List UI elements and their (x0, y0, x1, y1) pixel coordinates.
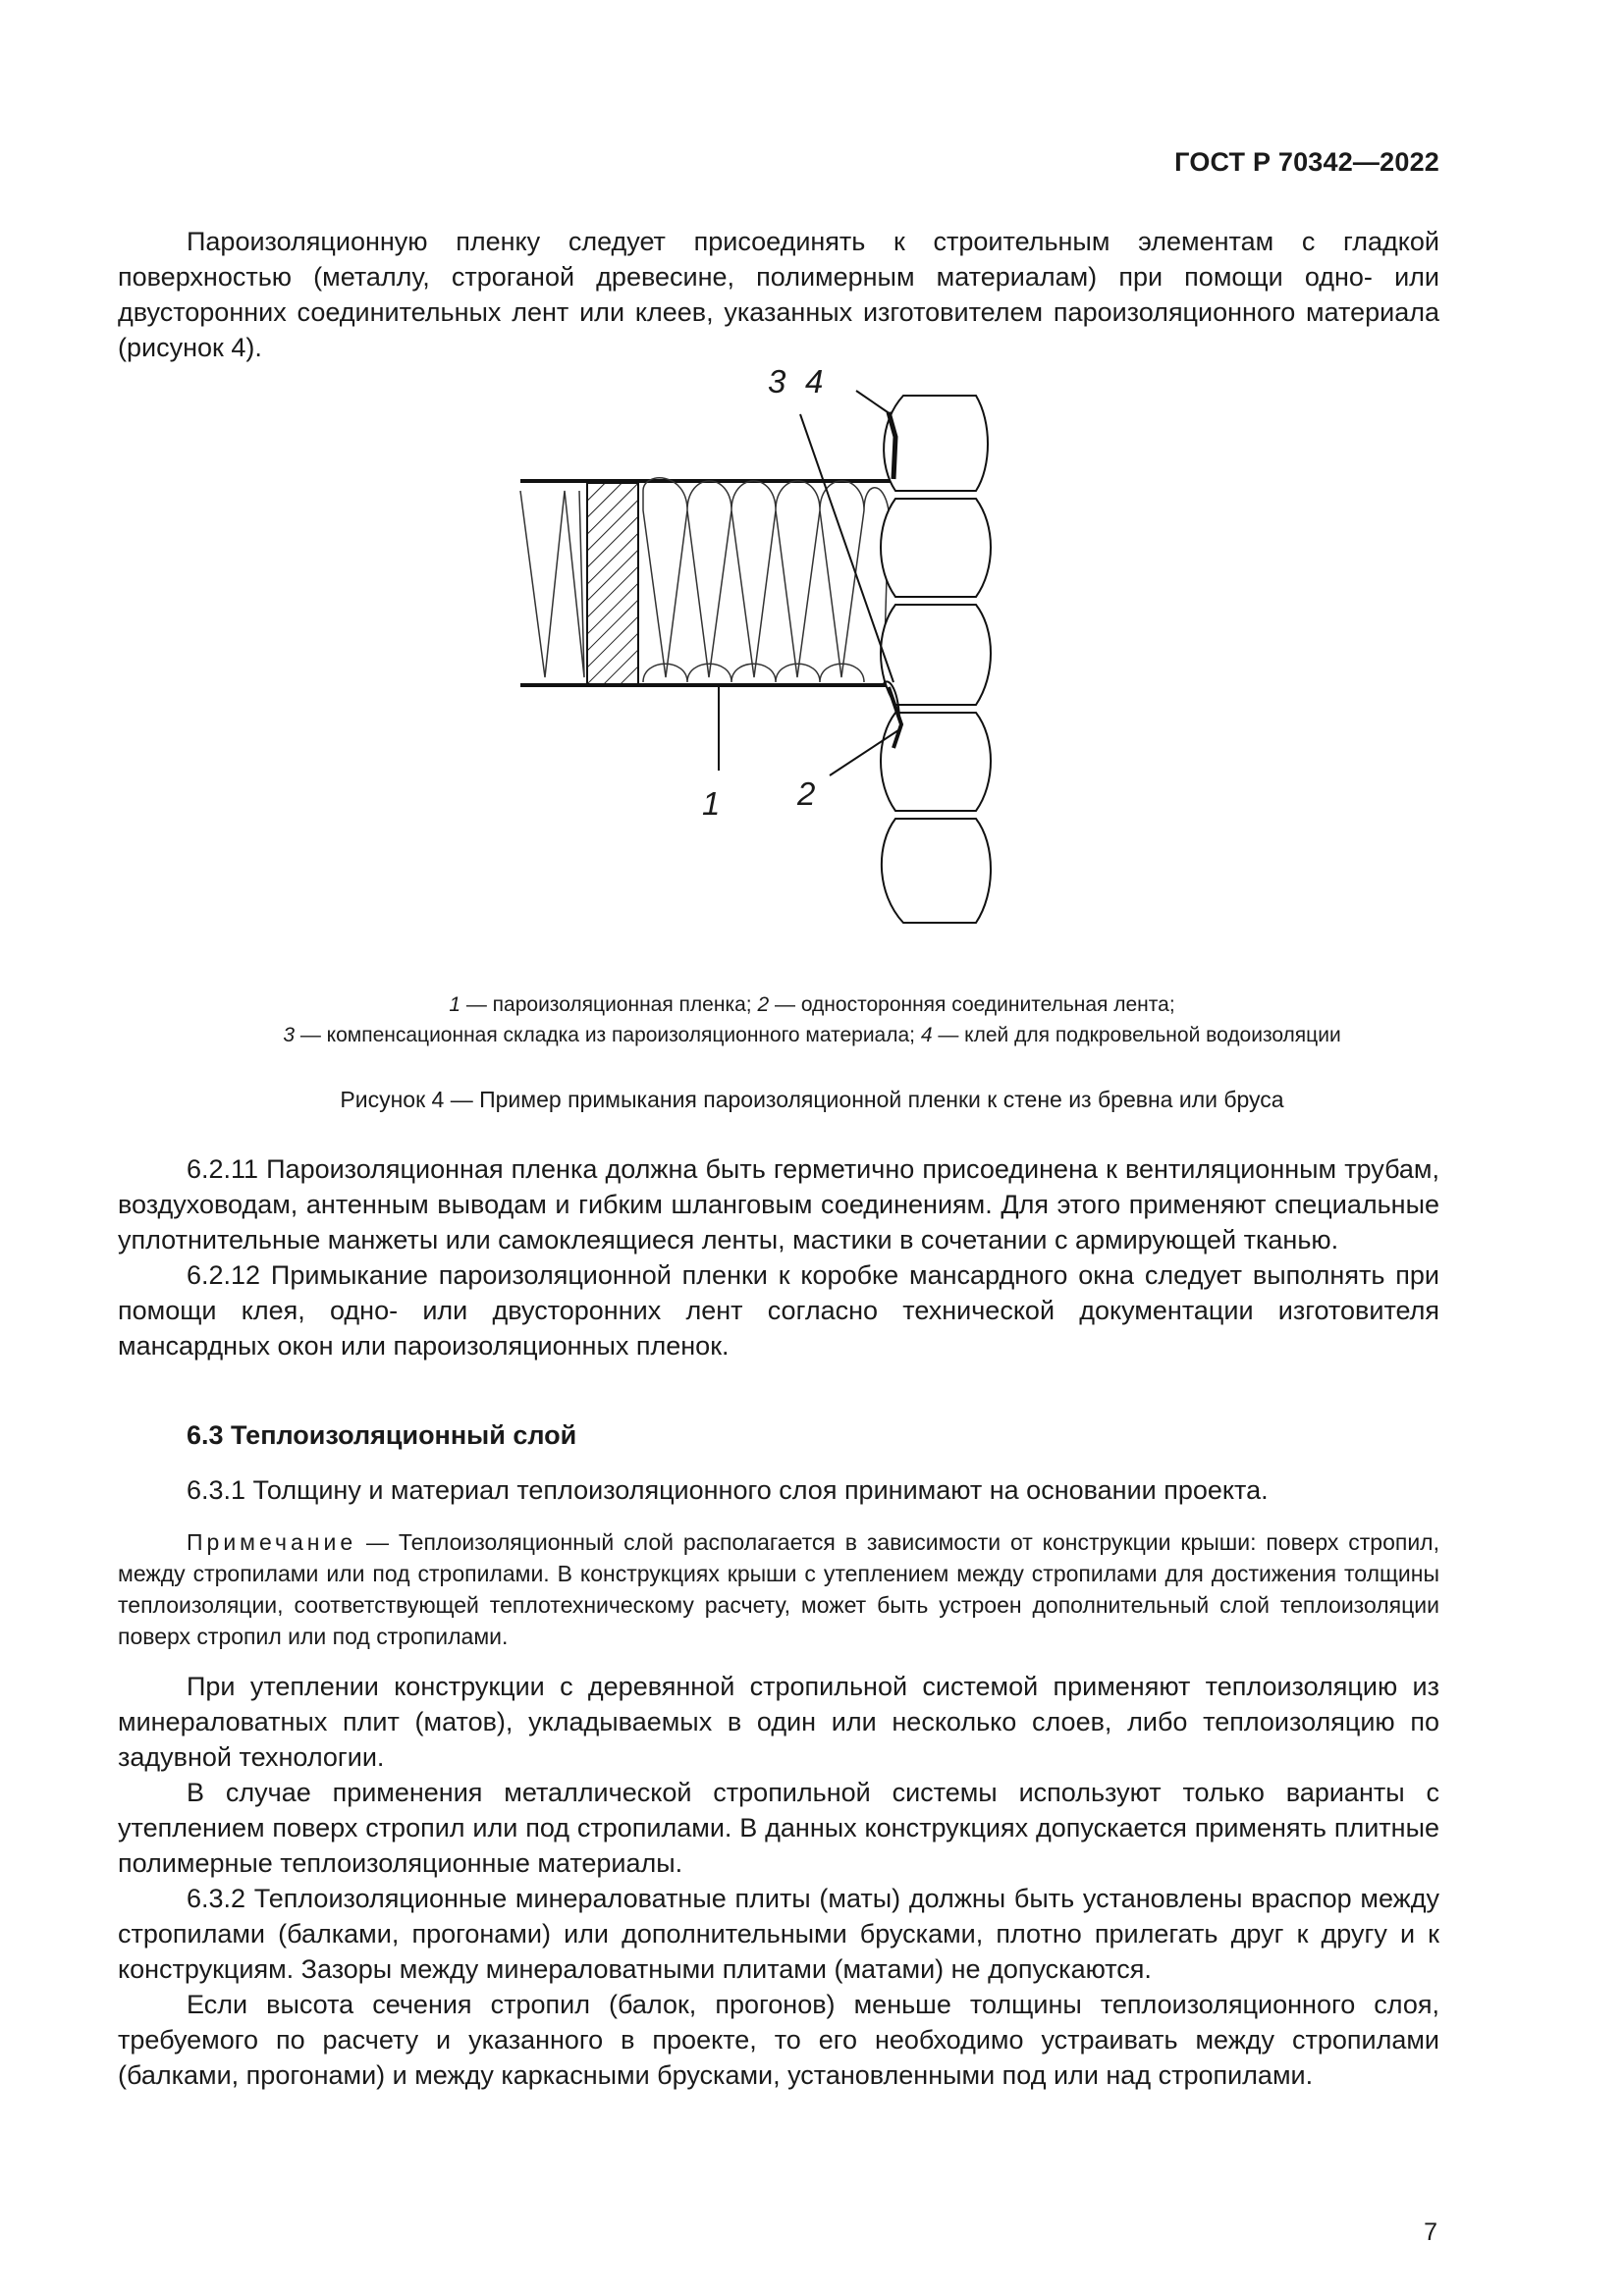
paragraph-6-2-12: 6.2.12 Примыкание пароизоляционной пленки к коробке мансардного окна следует выполнять при помощи клея, одно- или двусторонних лент согласно технической документации изготовителя мансардных окон или пароизоляционных пленок. (118, 1260, 1439, 1361)
legend-text-3: — компенсационная складка из пароизоляционного материала; (295, 1024, 921, 1046)
leader-4 (856, 391, 891, 414)
note-label: Примечание (187, 1529, 357, 1555)
legend-num-4: 4 (920, 1024, 933, 1046)
legend-text-2: — односторонняя соединительная лента; (769, 993, 1175, 1016)
document-code: ГОСТ Р 70342—2022 (1174, 147, 1439, 177)
log-wall (881, 396, 991, 923)
paragraph-6-3-2: 6.3.2 Теплоизоляционные минераловатные плиты (маты) должны быть установлены враспор между стропилами (балками, прогонами) или дополнительными брусками, плотно прилегать друг к другу и к конструкциям. Зазоры между минераловатными плитами (матами) не допускаются. (118, 1884, 1439, 1984)
figure-legend (196, 989, 1428, 1050)
legend-num-3: 3 (283, 1024, 295, 1046)
legend-text-4: — клей для подкровельной водоизоляции (932, 1024, 1341, 1046)
paragraph-vapor-film: Пароизоляционную пленку следует присоединять к строительным элементам с гладкой поверхностью (металлу, строганой древесине, полимерным материалам) при помощи одно- или двусторонних соединительных лент или клеев, указанных изготовителем пароизоляционного материала (рисунок 4). (118, 227, 1439, 362)
section-6-3-heading: 6.3 Теплоизоляционный слой (187, 1420, 577, 1450)
figure-label-4: 4 (805, 363, 824, 400)
insulation-right (643, 478, 889, 677)
note-text: — Теплоизоляционный слой располагается в зависимости от конструкции крыши: поверх стропил, между стропилами или под стропилами. В конструкциях крыши с утеплением между стропилами для достижения толщины теплоизоляции, соответствующей теплотехническому расчету, может быть устроен дополнительный слой теплоизоляции поверх стропил или под стропилами. (118, 1529, 1439, 1649)
paragraph-6-3-1: 6.3.1 Толщину и материал теплоизоляционного слоя принимают на основании проекта. (187, 1475, 1269, 1505)
paragraph-6-2-11: 6.2.11 Пароизоляционная пленка должна быть герметично присоединена к вентиляционным трубам, воздуховодам, антенным выводам и гибким шланговым соединениям. Для этого применяют специальные уплотнительные манжеты или самоклеящиеся ленты, мастики в сочетании с армирующей тканью. (118, 1154, 1439, 1255)
paragraph-rafter-height: Если высота сечения стропил (балок, прогонов) меньше толщины теплоизоляционного слоя, требуемого по расчету и указанного в проекте, то его необходимо устраивать между стропилами (балками, прогонами) и между каркасными брусками, установленными под или над стропилами. (118, 1990, 1439, 2090)
intro-paragraph (118, 224, 1439, 365)
figure-label-1: 1 (702, 785, 721, 822)
section-6-2-paragraphs (118, 1151, 1439, 1363)
note-block (118, 1526, 1439, 1652)
legend-text-1: — пароизоляционная пленка; (460, 993, 758, 1016)
figure-label-3: 3 (768, 363, 786, 400)
figure-caption: Рисунок 4 — Пример примыкания пароизоляционной пленки к стене из бревна или бруса (340, 1087, 1284, 1112)
figure-4-drawing (491, 363, 1080, 972)
section-6-3-body (118, 1669, 1439, 2093)
figure-label-2: 2 (797, 775, 816, 812)
insulation-left (520, 491, 584, 677)
page-number: 7 (1424, 2218, 1437, 2246)
rafter-hatched (587, 483, 638, 684)
paragraph-wood-system: При утеплении конструкции с деревянной стропильной системой применяют теплоизоляцию из минераловатных плит (матов), укладываемых в один или несколько слоев, либо теплоизоляцию по задувной технологии. (118, 1672, 1439, 1772)
section-6-3-1 (118, 1472, 1439, 1508)
legend-num-2: 2 (757, 993, 770, 1016)
legend-num-1: 1 (449, 993, 460, 1016)
paragraph-metal-system: В случае применения металлической стропильной системы используют только варианты с утеплением поверх стропил или под стропилами. В данных конструкциях допускается применять плитные полимерные теплоизоляционные материалы. (118, 1778, 1439, 1878)
